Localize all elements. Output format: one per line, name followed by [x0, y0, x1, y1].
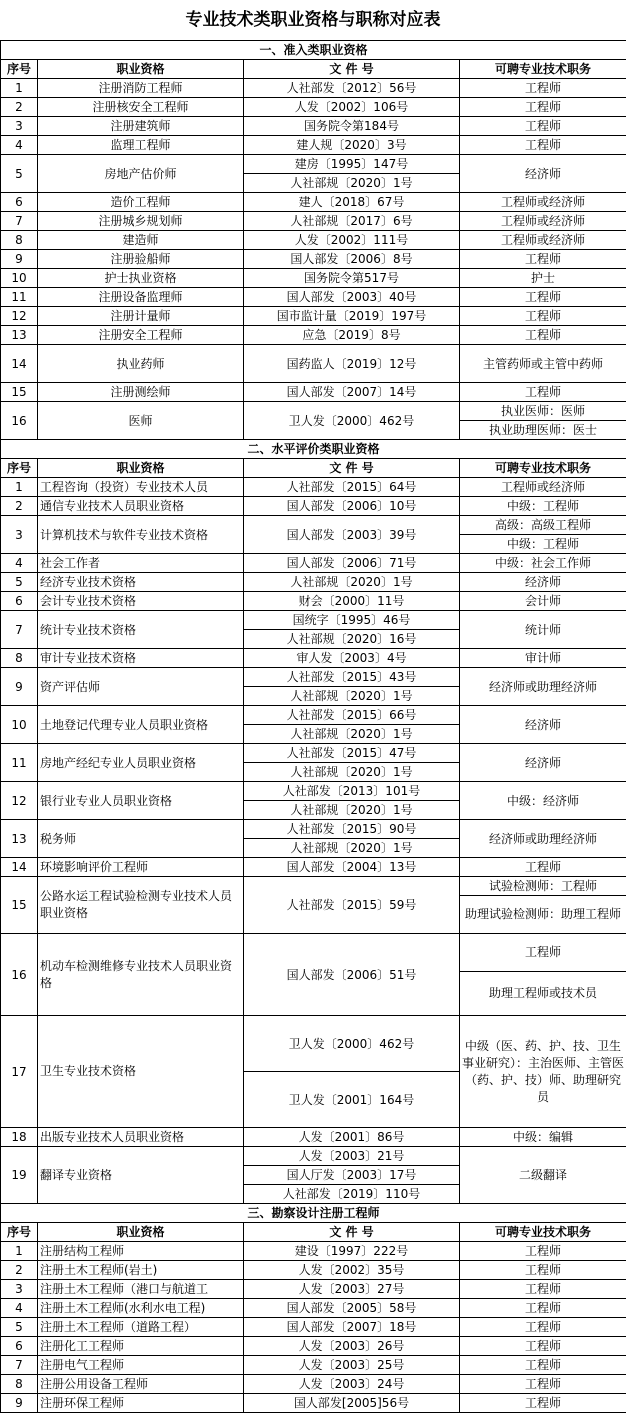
row-number: 19 — [1, 1147, 38, 1204]
table-row — [1, 1375, 626, 1394]
row-number: 11 — [1, 288, 38, 307]
position-title: 工程师 — [460, 858, 626, 877]
position-title: 工程师或经济师 — [460, 231, 626, 250]
position-title: 工程师 — [460, 1242, 626, 1261]
position-title: 经济师 — [460, 573, 626, 592]
document-number: 人社部规〔2020〕1号 — [244, 839, 460, 858]
table-row — [1, 117, 626, 136]
document-number: 人社部发〔2013〕101号 — [244, 782, 460, 801]
table-row — [1, 326, 626, 345]
row-number: 6 — [1, 193, 38, 212]
table-row — [1, 516, 626, 535]
document-number: 人发〔2003〕26号 — [244, 1337, 460, 1356]
document-number: 人发〔2002〕111号 — [244, 231, 460, 250]
qualification-name: 注册土木工程师(岩土) — [38, 1261, 244, 1280]
qualification-name: 房地产估价师 — [38, 155, 244, 193]
row-number: 5 — [1, 1318, 38, 1337]
document-number: 国人部发〔2006〕71号 — [244, 554, 460, 573]
row-number: 4 — [1, 136, 38, 155]
qualification-name: 注册电气工程师 — [38, 1356, 244, 1375]
position-title: 护士 — [460, 269, 626, 288]
document-number: 人社部发〔2015〕43号 — [244, 668, 460, 687]
col-header-position: 可聘专业技术职务 — [460, 459, 626, 478]
qualification-name: 会计专业技术资格 — [38, 592, 244, 611]
document-number: 国人部发〔2003〕40号 — [244, 288, 460, 307]
qualification-name: 注册城乡规划师 — [38, 212, 244, 231]
qualification-name: 计算机技术与软件专业技术资格 — [38, 516, 244, 554]
row-number: 9 — [1, 668, 38, 706]
col-header-qualification: 职业资格 — [38, 60, 244, 79]
qualification-name: 注册验船师 — [38, 250, 244, 269]
col-header-document: 文 件 号 — [244, 459, 460, 478]
col-header-qualification: 职业资格 — [38, 459, 244, 478]
document-number: 国人部发〔2004〕13号 — [244, 858, 460, 877]
position-title: 工程师或经济师 — [460, 193, 626, 212]
section-heading-row — [1, 41, 626, 60]
document-number: 国人部发[2005]56号 — [244, 1394, 460, 1413]
table-row — [1, 1147, 626, 1166]
row-number: 7 — [1, 611, 38, 649]
col-header-document: 文 件 号 — [244, 60, 460, 79]
qualification-name: 注册核安全工程师 — [38, 98, 244, 117]
document-number: 国人部发〔2005〕58号 — [244, 1299, 460, 1318]
document-number: 人发〔2003〕25号 — [244, 1356, 460, 1375]
position-title: 试验检测师：工程师 — [460, 877, 626, 896]
table-row — [1, 345, 626, 383]
position-title: 经济师 — [460, 744, 626, 782]
qualification-name: 统计专业技术资格 — [38, 611, 244, 649]
table-row — [1, 1128, 626, 1147]
qualification-name: 监理工程师 — [38, 136, 244, 155]
row-number: 11 — [1, 744, 38, 782]
document-number: 人社部规〔2020〕1号 — [244, 573, 460, 592]
qualification-name: 翻译专业资格 — [38, 1147, 244, 1204]
table-row — [1, 155, 626, 174]
col-header-document: 文 件 号 — [244, 1223, 460, 1242]
row-number: 1 — [1, 1242, 38, 1261]
table-row — [1, 668, 626, 687]
row-number: 10 — [1, 706, 38, 744]
row-number: 13 — [1, 820, 38, 858]
position-title: 工程师或经济师 — [460, 212, 626, 231]
document-number: 人社部规〔2017〕6号 — [244, 212, 460, 231]
table-row — [1, 478, 626, 497]
row-number: 3 — [1, 516, 38, 554]
position-title: 审计师 — [460, 649, 626, 668]
row-number: 7 — [1, 212, 38, 231]
row-number: 5 — [1, 155, 38, 193]
position-title: 会计师 — [460, 592, 626, 611]
qualification-name: 注册公用设备工程师 — [38, 1375, 244, 1394]
row-number: 9 — [1, 250, 38, 269]
table-row — [1, 288, 626, 307]
qualification-name: 注册测绘师 — [38, 383, 244, 402]
section-heading: 三、勘察设计注册工程师 — [1, 1204, 626, 1223]
row-number: 5 — [1, 573, 38, 592]
document-number: 人社部发〔2015〕47号 — [244, 744, 460, 763]
col-header-no: 序号 — [1, 459, 38, 478]
row-number: 18 — [1, 1128, 38, 1147]
table-row — [1, 307, 626, 326]
row-number: 10 — [1, 269, 38, 288]
position-title: 执业医师：医师 — [460, 402, 626, 421]
document-number: 人发〔2002〕106号 — [244, 98, 460, 117]
header-row — [1, 1223, 626, 1242]
document-number: 建设〔1997〕222号 — [244, 1242, 460, 1261]
qualification-name: 注册土木工程师(水利水电工程) — [38, 1299, 244, 1318]
document-number: 建人〔2018〕67号 — [244, 193, 460, 212]
position-title: 高级：高级工程师 — [460, 516, 626, 535]
position-title: 工程师 — [460, 1261, 626, 1280]
table-row — [1, 1299, 626, 1318]
position-title: 中级：社会工作师 — [460, 554, 626, 573]
position-title: 工程师 — [460, 326, 626, 345]
page-title: 专业技术类职业资格与职称对应表 — [0, 0, 626, 40]
document-number: 国人部发〔2003〕39号 — [244, 516, 460, 554]
qualification-name: 经济专业技术资格 — [38, 573, 244, 592]
qualification-name: 注册消防工程师 — [38, 79, 244, 98]
position-title: 主管药师或主管中药师 — [460, 345, 626, 383]
document-number: 国统字〔1995〕46号 — [244, 611, 460, 630]
position-title: 执业助理医师：医士 — [460, 421, 626, 440]
document-number: 人社部规〔2020〕1号 — [244, 174, 460, 193]
table-row — [1, 706, 626, 725]
row-number: 1 — [1, 79, 38, 98]
table-row — [1, 402, 626, 421]
document-number: 国人部发〔2007〕14号 — [244, 383, 460, 402]
qualification-name: 卫生专业技术资格 — [38, 1016, 244, 1128]
document-number: 人社部发〔2015〕64号 — [244, 478, 460, 497]
position-title: 工程师 — [460, 307, 626, 326]
qualification-name: 注册土木工程师（道路工程） — [38, 1318, 244, 1337]
position-title: 工程师 — [460, 117, 626, 136]
document-number: 国人部发〔2007〕18号 — [244, 1318, 460, 1337]
position-title: 工程师 — [460, 383, 626, 402]
table-row — [1, 1318, 626, 1337]
qualification-name: 房地产经纪专业人员职业资格 — [38, 744, 244, 782]
position-title: 工程师 — [460, 1356, 626, 1375]
position-title: 中级：工程师 — [460, 497, 626, 516]
row-number: 2 — [1, 98, 38, 117]
table-row — [1, 269, 626, 288]
document-number: 国药监人〔2019〕12号 — [244, 345, 460, 383]
qualification-name: 注册安全工程师 — [38, 326, 244, 345]
position-title: 助理试验检测师：助理工程师 — [460, 896, 626, 934]
position-title: 中级：经济师 — [460, 782, 626, 820]
row-number: 16 — [1, 934, 38, 1016]
position-title: 工程师 — [460, 136, 626, 155]
table-row — [1, 250, 626, 269]
row-number: 2 — [1, 497, 38, 516]
document-number: 人发〔2003〕24号 — [244, 1375, 460, 1394]
qualification-name: 工程咨询（投资）专业技术人员 — [38, 478, 244, 497]
qualification-name: 注册建筑师 — [38, 117, 244, 136]
position-title: 经济师 — [460, 706, 626, 744]
position-title: 二级翻译 — [460, 1147, 626, 1204]
qualification-name: 税务师 — [38, 820, 244, 858]
qualification-name: 注册土木工程师（港口与航道工 — [38, 1280, 244, 1299]
document-number: 建人规〔2020〕3号 — [244, 136, 460, 155]
qualification-name: 出版专业技术人员职业资格 — [38, 1128, 244, 1147]
table-row — [1, 649, 626, 668]
table-row — [1, 573, 626, 592]
table-row — [1, 858, 626, 877]
table-row — [1, 79, 626, 98]
row-number: 12 — [1, 307, 38, 326]
document-number: 人社部规〔2020〕1号 — [244, 763, 460, 782]
qualification-name: 建造师 — [38, 231, 244, 250]
document-number: 人发〔2003〕21号 — [244, 1147, 460, 1166]
table-row — [1, 1016, 626, 1072]
position-title: 工程师 — [460, 1394, 626, 1413]
col-header-no: 序号 — [1, 1223, 38, 1242]
row-number: 14 — [1, 345, 38, 383]
document-number: 人社部发〔2015〕59号 — [244, 877, 460, 934]
row-number: 12 — [1, 782, 38, 820]
document-number: 国人部发〔2006〕8号 — [244, 250, 460, 269]
table-row — [1, 212, 626, 231]
position-title: 工程师 — [460, 1318, 626, 1337]
row-number: 15 — [1, 877, 38, 934]
row-number: 17 — [1, 1016, 38, 1128]
document-number: 国人厅发〔2003〕17号 — [244, 1166, 460, 1185]
qualification-name: 审计专业技术资格 — [38, 649, 244, 668]
row-number: 9 — [1, 1394, 38, 1413]
qualification-name: 注册化工工程师 — [38, 1337, 244, 1356]
row-number: 13 — [1, 326, 38, 345]
document-number: 国人部发〔2006〕51号 — [244, 934, 460, 1016]
position-title: 工程师或经济师 — [460, 478, 626, 497]
qualification-table — [0, 40, 626, 1413]
qualification-name: 公路水运工程试验检测专业技术人员职业资格 — [38, 877, 244, 934]
document-number: 国市监计量〔2019〕197号 — [244, 307, 460, 326]
qualification-name: 造价工程师 — [38, 193, 244, 212]
document-number: 人发〔2001〕86号 — [244, 1128, 460, 1147]
document-number: 卫人发〔2000〕462号 — [244, 402, 460, 440]
qualification-name: 通信专业技术人员职业资格 — [38, 497, 244, 516]
row-number: 15 — [1, 383, 38, 402]
table-row — [1, 744, 626, 763]
position-title: 工程师 — [460, 79, 626, 98]
table-row — [1, 193, 626, 212]
document-number: 财会〔2000〕11号 — [244, 592, 460, 611]
position-title: 中级：编辑 — [460, 1128, 626, 1147]
document-number: 建房〔1995〕147号 — [244, 155, 460, 174]
table-row — [1, 231, 626, 250]
document-number: 卫人发〔2000〕462号 — [244, 1016, 460, 1072]
table-row — [1, 1337, 626, 1356]
document-number: 国人部发〔2006〕10号 — [244, 497, 460, 516]
qualification-name: 注册计量师 — [38, 307, 244, 326]
section-heading-row — [1, 1204, 626, 1223]
position-title: 经济师 — [460, 155, 626, 193]
row-number: 7 — [1, 1356, 38, 1375]
position-title: 工程师 — [460, 1375, 626, 1394]
row-number: 4 — [1, 554, 38, 573]
qualification-name: 注册环保工程师 — [38, 1394, 244, 1413]
position-title: 中级：工程师 — [460, 535, 626, 554]
document-number: 国务院令第184号 — [244, 117, 460, 136]
document-number: 国务院令第517号 — [244, 269, 460, 288]
header-row — [1, 459, 626, 478]
section-heading-row — [1, 440, 626, 459]
qualification-name: 土地登记代理专业人员职业资格 — [38, 706, 244, 744]
table-row — [1, 1356, 626, 1375]
qualification-name: 资产评估师 — [38, 668, 244, 706]
document-number: 人社部发〔2012〕56号 — [244, 79, 460, 98]
position-title: 工程师 — [460, 1299, 626, 1318]
position-title: 经济师或助理经济师 — [460, 820, 626, 858]
table-row — [1, 877, 626, 896]
document-number: 应急〔2019〕8号 — [244, 326, 460, 345]
table-row — [1, 136, 626, 155]
row-number: 8 — [1, 1375, 38, 1394]
position-title: 工程师 — [460, 98, 626, 117]
qualification-name: 银行业专业人员职业资格 — [38, 782, 244, 820]
qualification-name: 医师 — [38, 402, 244, 440]
qualification-name: 护士执业资格 — [38, 269, 244, 288]
qualification-name: 社会工作者 — [38, 554, 244, 573]
position-title: 工程师 — [460, 1280, 626, 1299]
document-number: 人社部发〔2015〕66号 — [244, 706, 460, 725]
row-number: 1 — [1, 478, 38, 497]
position-title: 工程师 — [460, 934, 626, 972]
qualification-name: 注册设备监理师 — [38, 288, 244, 307]
row-number: 8 — [1, 649, 38, 668]
table-row — [1, 1242, 626, 1261]
row-number: 6 — [1, 1337, 38, 1356]
document-number: 人社部规〔2020〕16号 — [244, 630, 460, 649]
position-title: 工程师 — [460, 250, 626, 269]
col-header-qualification: 职业资格 — [38, 1223, 244, 1242]
table-row — [1, 554, 626, 573]
col-header-no: 序号 — [1, 60, 38, 79]
row-number: 3 — [1, 117, 38, 136]
table-row — [1, 497, 626, 516]
document-number: 人社部规〔2020〕1号 — [244, 801, 460, 820]
table-row — [1, 611, 626, 630]
qualification-name: 执业药师 — [38, 345, 244, 383]
document-number: 人发〔2002〕35号 — [244, 1261, 460, 1280]
document-number: 人社部发〔2019〕110号 — [244, 1185, 460, 1204]
document-number: 人社部规〔2020〕1号 — [244, 725, 460, 744]
document-number: 审人发〔2003〕4号 — [244, 649, 460, 668]
table-row — [1, 820, 626, 839]
header-row — [1, 60, 626, 79]
document-number: 卫人发〔2001〕164号 — [244, 1072, 460, 1128]
table-row — [1, 1280, 626, 1299]
table-row — [1, 782, 626, 801]
position-title: 中级（医、药、护、技、卫生事业研究）：主治医师、主管医（药、护、技）师、助理研究员 — [460, 1016, 626, 1128]
table-row — [1, 592, 626, 611]
position-title: 工程师 — [460, 1337, 626, 1356]
position-title: 经济师或助理经济师 — [460, 668, 626, 706]
table-row — [1, 1261, 626, 1280]
position-title: 工程师 — [460, 288, 626, 307]
document-number: 人社部发〔2015〕90号 — [244, 820, 460, 839]
row-number: 14 — [1, 858, 38, 877]
col-header-position: 可聘专业技术职务 — [460, 60, 626, 79]
row-number: 4 — [1, 1299, 38, 1318]
document-number: 人社部规〔2020〕1号 — [244, 687, 460, 706]
section-heading: 二、水平评价类职业资格 — [1, 440, 626, 459]
qualification-name: 机动车检测维修专业技术人员职业资格 — [38, 934, 244, 1016]
position-title: 统计师 — [460, 611, 626, 649]
qualification-name: 注册结构工程师 — [38, 1242, 244, 1261]
section-heading: 一、准入类职业资格 — [1, 41, 626, 60]
row-number: 3 — [1, 1280, 38, 1299]
col-header-position: 可聘专业技术职务 — [460, 1223, 626, 1242]
row-number: 2 — [1, 1261, 38, 1280]
row-number: 16 — [1, 402, 38, 440]
position-title: 助理工程师或技术员 — [460, 972, 626, 1016]
table-row — [1, 383, 626, 402]
table-row — [1, 934, 626, 972]
row-number: 6 — [1, 592, 38, 611]
document-number: 人发〔2003〕27号 — [244, 1280, 460, 1299]
table-row — [1, 1394, 626, 1413]
table-row — [1, 98, 626, 117]
qualification-name: 环境影响评价工程师 — [38, 858, 244, 877]
row-number: 8 — [1, 231, 38, 250]
